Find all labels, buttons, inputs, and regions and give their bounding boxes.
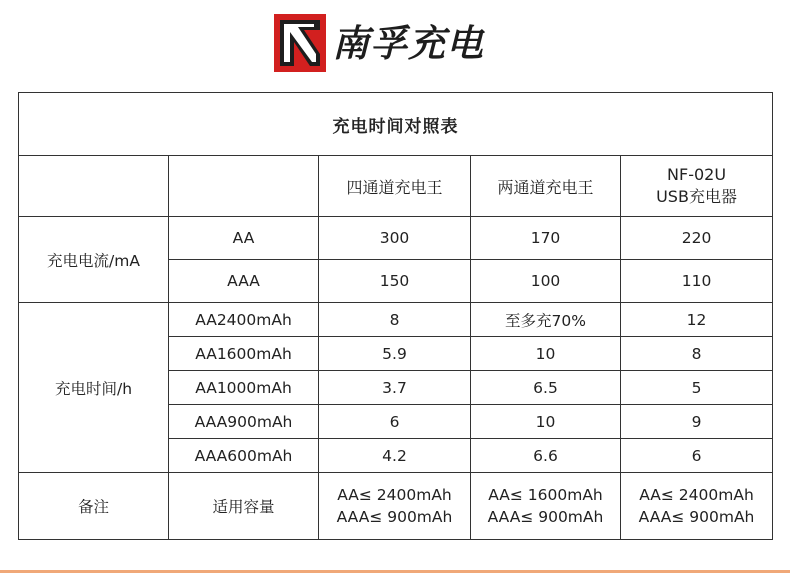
value-cell: 100 xyxy=(471,260,621,303)
battery-cell: AAA900mAh xyxy=(169,405,319,439)
value-cell: 4.2 xyxy=(319,439,471,473)
battery-cell: AAA600mAh xyxy=(169,439,319,473)
value-cell: 12 xyxy=(621,303,773,337)
value-cell: 220 xyxy=(621,217,773,260)
capacity-aa: AA≤ 1600mAh xyxy=(488,486,603,504)
empty-header-cell xyxy=(169,156,319,217)
capacity-cell xyxy=(471,473,621,540)
brand-name: 南孚充电 xyxy=(332,21,484,65)
capacity-cell xyxy=(319,473,471,540)
value-cell: 8 xyxy=(319,303,471,337)
capacity-aa: AA≤ 2400mAh xyxy=(639,486,754,504)
lightning-logo-icon xyxy=(274,14,326,72)
table-row xyxy=(19,473,773,540)
value-cell: 170 xyxy=(471,217,621,260)
battery-cell: AAA xyxy=(169,260,319,303)
table-row xyxy=(19,303,773,337)
capacity-aa: AA≤ 2400mAh xyxy=(337,486,452,504)
value-cell: 110 xyxy=(621,260,773,303)
header-nf02u xyxy=(621,156,773,217)
value-cell: 10 xyxy=(471,405,621,439)
empty-header-cell xyxy=(19,156,169,217)
note-sub-label: 适用容量 xyxy=(169,473,319,540)
value-cell: 6 xyxy=(621,439,773,473)
header-four-channel: 四通道充电王 xyxy=(319,156,471,217)
value-cell: 8 xyxy=(621,337,773,371)
brand-logo xyxy=(274,14,506,72)
note-label: 备注 xyxy=(19,473,169,540)
capacity-aaa: AAA≤ 900mAh xyxy=(487,508,604,526)
capacity-aaa: AAA≤ 900mAh xyxy=(638,508,755,526)
capacity-aaa: AAA≤ 900mAh xyxy=(336,508,453,526)
value-cell: 9 xyxy=(621,405,773,439)
value-cell: 300 xyxy=(319,217,471,260)
battery-cell: AA xyxy=(169,217,319,260)
battery-cell: AA2400mAh xyxy=(169,303,319,337)
value-cell: 至多充70% xyxy=(471,303,621,337)
value-cell: 6 xyxy=(319,405,471,439)
value-cell: 150 xyxy=(319,260,471,303)
time-group-label: 充电时间/h xyxy=(19,303,169,473)
value-cell: 5 xyxy=(621,371,773,405)
current-group-label: 充电电流/mA xyxy=(19,217,169,303)
bottom-divider xyxy=(0,570,790,573)
capacity-cell xyxy=(621,473,773,540)
battery-cell: AA1600mAh xyxy=(169,337,319,371)
value-cell: 6.6 xyxy=(471,439,621,473)
header-nf02u-line1: NF-02U xyxy=(667,165,727,184)
table-title: 充电时间对照表 xyxy=(19,93,773,156)
battery-cell: AA1000mAh xyxy=(169,371,319,405)
value-cell: 3.7 xyxy=(319,371,471,405)
value-cell: 6.5 xyxy=(471,371,621,405)
charging-time-table xyxy=(18,92,773,540)
header-nf02u-line2: USB充电器 xyxy=(656,187,737,206)
value-cell: 5.9 xyxy=(319,337,471,371)
header-two-channel: 两通道充电王 xyxy=(471,156,621,217)
value-cell: 10 xyxy=(471,337,621,371)
table-title-row xyxy=(19,93,773,156)
header-row xyxy=(19,156,773,217)
table-row xyxy=(19,217,773,260)
